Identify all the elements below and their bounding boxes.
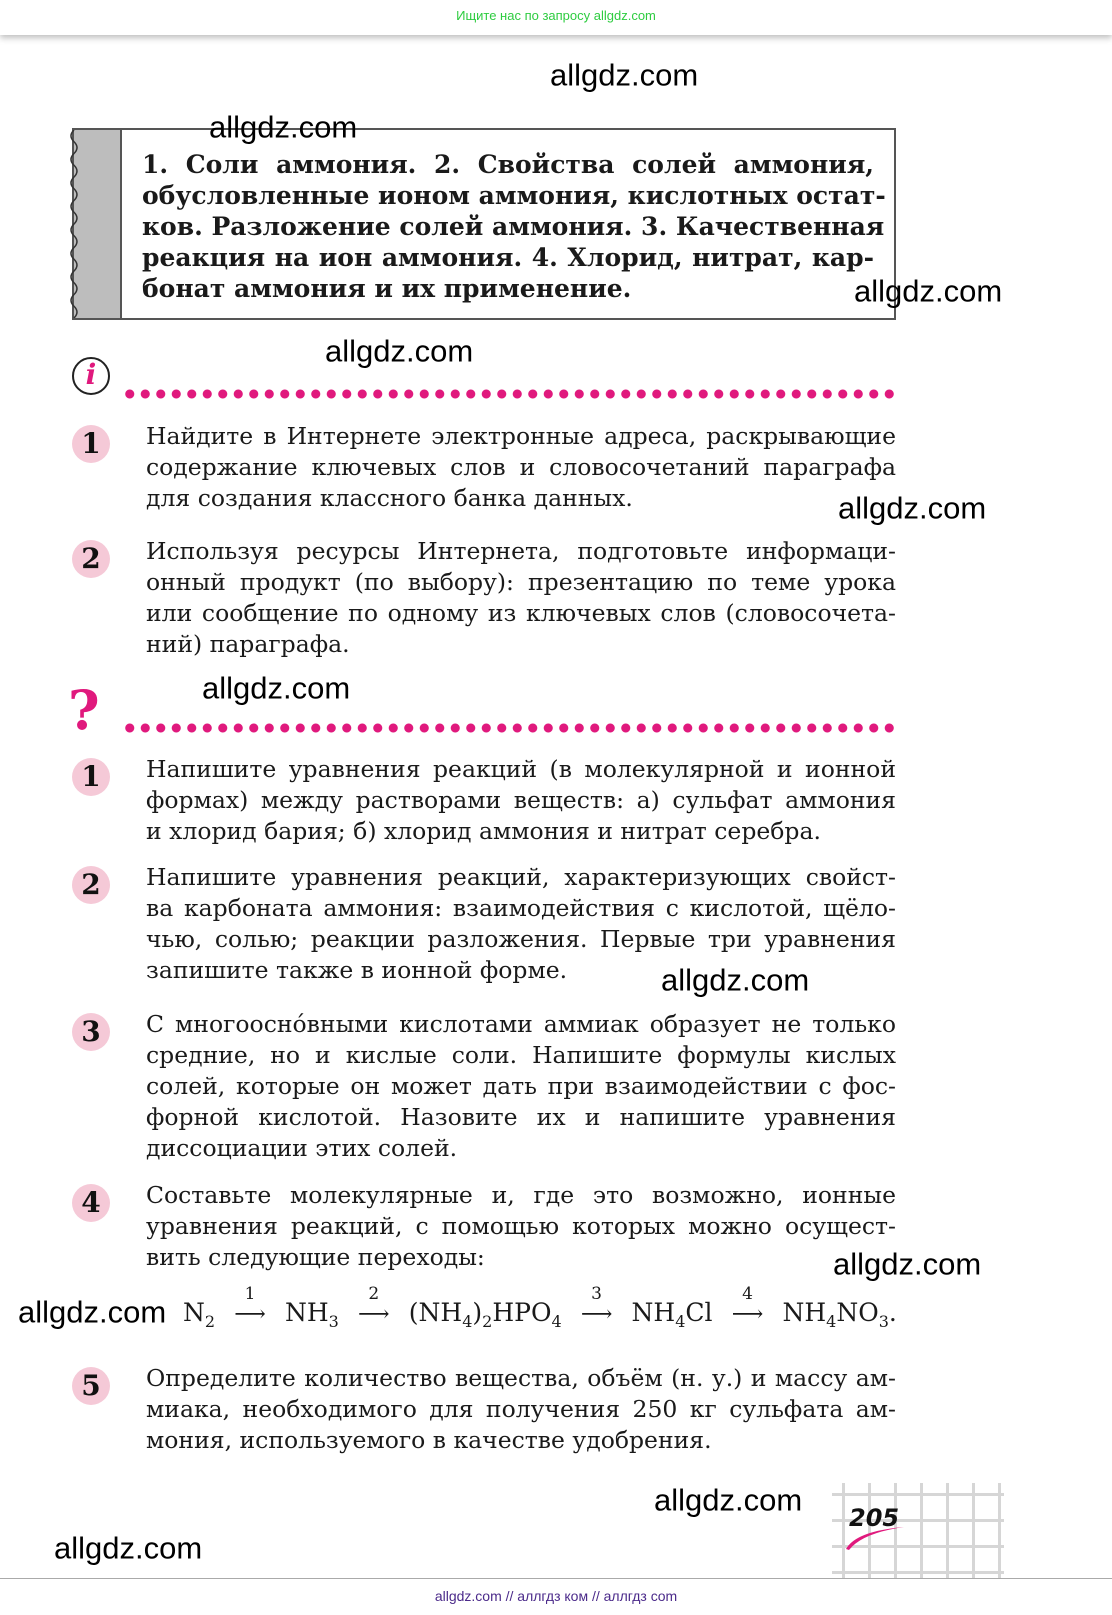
formula-part: Cl	[685, 1298, 713, 1327]
task-text	[146, 421, 896, 514]
topics-text	[142, 150, 886, 305]
task-number-badge: 1	[72, 425, 110, 463]
text-line: вить следующие переходы:	[146, 1243, 485, 1271]
formula-subscript: 3	[328, 1312, 339, 1331]
wavy-edge-decoration	[68, 130, 80, 318]
text-line: чью, солью; реакции разложения. Первые три уравнения	[146, 925, 896, 953]
watermark: allgdz.com	[854, 273, 1003, 309]
reaction-arrow	[725, 1284, 771, 1327]
watermark: allgdz.com	[550, 57, 699, 93]
watermark: allgdz.com	[18, 1294, 167, 1330]
reaction-chain-formula	[183, 1284, 897, 1331]
text-line: реакция на ион аммония. 4. Хлорид, нитрат, кар-	[142, 243, 874, 272]
task-number-badge: 1	[72, 758, 110, 796]
arrow-step-number: 1	[244, 1284, 256, 1304]
text-line: Определите количество вещества, объём (н. у.) и массу ам-	[146, 1364, 896, 1392]
task-text	[146, 1180, 896, 1273]
text-line: Напишите уравнения реакций, характеризующих свойст-	[146, 863, 896, 891]
task-number-badge: 2	[72, 540, 110, 578]
text-line: формах) между растворами веществ: а) сульфат аммония	[146, 786, 896, 814]
text-line: Найдите в Интернете электронные адреса, раскрывающие	[146, 422, 896, 450]
text-line: С многоосно́вными кислотами аммиак образует не только	[146, 1010, 896, 1038]
text-line: и хлорид бария; б) хлорид аммония и нитрат серебра.	[146, 817, 821, 845]
page-number: 205	[849, 1504, 900, 1532]
text-line: ков. Разложение солей аммония. 3. Качественная	[142, 212, 885, 241]
task-number-badge: 5	[72, 1367, 110, 1405]
formula-part: HPO	[492, 1298, 552, 1327]
text-line: Составьте молекулярные и, где это возможно, ионные	[146, 1181, 896, 1209]
formula-subscript: 2	[204, 1312, 216, 1331]
formula-subscript: 2	[482, 1312, 493, 1331]
arrow-step-number: 2	[368, 1284, 380, 1304]
text-line: уравнения реакций, с помощью которых можно осущест-	[146, 1212, 896, 1240]
arrow-glyph: ⟶	[580, 1302, 613, 1327]
formula-subscript: 4	[826, 1312, 837, 1331]
reaction-arrow	[574, 1284, 620, 1327]
watermark: allgdz.com	[833, 1246, 982, 1282]
text-line: запишите также в ионной форме.	[146, 956, 568, 984]
formula-part: NH	[284, 1298, 329, 1327]
text-line: миака, необходимого для получения 250 кг сульфата ам-	[146, 1395, 896, 1423]
banner-text: Ищите нас по запросу allgdz.com	[456, 8, 656, 23]
text-line: форной кислотой. Назовите их и напишите уравнения	[146, 1103, 896, 1131]
text-line: Используя ресурсы Интернета, подготовьте информаци-	[146, 537, 896, 565]
info-icon: i	[72, 357, 110, 395]
text-line: солей, которые он может дать при взаимодействии с фос-	[146, 1072, 896, 1100]
footer-bar	[0, 1578, 1112, 1615]
question-mark-icon: ?	[68, 678, 100, 742]
formula-part: (NH	[408, 1298, 463, 1327]
topics-box	[72, 128, 896, 320]
formula-part: NO	[836, 1298, 879, 1327]
task-number-badge: 3	[72, 1013, 110, 1051]
task-number-badge: 2	[72, 866, 110, 904]
text-line: ва карбоната аммония: взаимодействия с кислотой, щёло-	[146, 894, 896, 922]
formula-part: N	[183, 1298, 205, 1327]
arrow-glyph: ⟶	[358, 1302, 390, 1327]
watermark: allgdz.com	[838, 490, 987, 526]
task-number-badge: 4	[72, 1184, 110, 1222]
watermark: allgdz.com	[202, 670, 351, 706]
footer-text: allgdz.com // аллгдз ком // аллгдз com	[434, 1588, 678, 1604]
task-text	[146, 536, 896, 660]
task-text	[146, 1363, 896, 1456]
text-line: средние, но и кислые соли. Напишите формулы кислых	[146, 1041, 896, 1069]
formula-subscript: 4	[675, 1312, 686, 1331]
watermark: allgdz.com	[654, 1482, 803, 1518]
formula-part: )	[472, 1298, 483, 1327]
text-line: содержание ключевых слов и словосочетаний параграфа	[146, 453, 896, 481]
formula-part: NH	[631, 1298, 676, 1327]
formula-subscript: 3	[878, 1312, 889, 1331]
task-text	[146, 1009, 896, 1164]
page-number-grid	[832, 1483, 1004, 1579]
top-banner	[0, 0, 1112, 35]
text-line: для создания классного банка данных.	[146, 484, 633, 512]
formula-subscript: 4	[551, 1312, 562, 1331]
text-line: диссоциации этих солей.	[146, 1134, 458, 1162]
pink-swoosh-decoration	[842, 1523, 912, 1553]
text-line: обусловленные ионом аммония, кислотных остат-	[142, 181, 886, 210]
text-line: Напишите уравнения реакций (в молекулярной и ионной	[146, 755, 896, 783]
text-line: или сообщение по одному из ключевых слов (словосочета-	[146, 599, 896, 627]
dotted-divider	[122, 723, 898, 733]
task-text	[146, 754, 896, 847]
watermark: allgdz.com	[209, 109, 358, 145]
watermark: allgdz.com	[54, 1530, 203, 1566]
text-line: мония, используемого в качестве удобрения.	[146, 1426, 712, 1454]
text-line: онный продукт (по выбору): презентацию по теме урока	[146, 568, 896, 596]
reaction-arrow	[227, 1284, 273, 1327]
text-line: бонат аммония и их применение.	[142, 274, 632, 303]
formula-part: .	[888, 1298, 897, 1327]
formula-subscript: 4	[462, 1312, 473, 1331]
box-side-strip	[74, 130, 122, 318]
arrow-glyph: ⟶	[731, 1302, 764, 1327]
arrow-step-number: 4	[742, 1284, 753, 1304]
reaction-arrow	[351, 1284, 397, 1327]
text-line: 1. Соли аммония. 2. Свойства солей аммония,	[142, 150, 874, 179]
text-line: ний) параграфа.	[146, 630, 350, 658]
arrow-glyph: ⟶	[234, 1302, 266, 1327]
watermark: allgdz.com	[661, 962, 810, 998]
dotted-divider	[122, 389, 898, 399]
watermark: allgdz.com	[325, 333, 474, 369]
arrow-step-number: 3	[591, 1284, 602, 1304]
formula-part: NH	[782, 1298, 827, 1327]
